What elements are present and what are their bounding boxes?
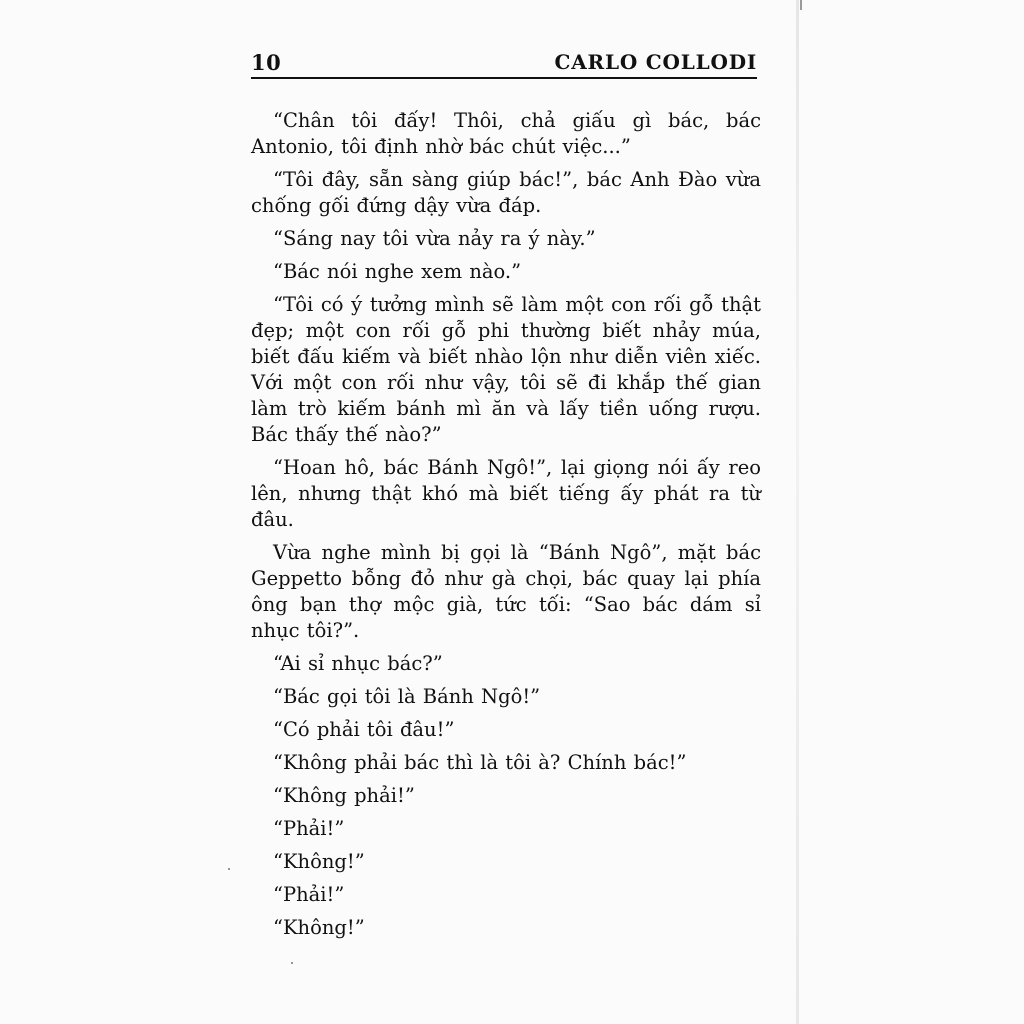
paragraph: “Không phải!” — [273, 784, 415, 807]
paragraph: “Bác gọi tôi là Bánh Ngô!” — [273, 685, 541, 708]
page-header — [251, 50, 757, 80]
paragraph: “Tôi đây, sẵn sàng giúp bác!”, bác Anh Đào vừa chống gối đứng dậy vừa đáp. — [251, 168, 761, 217]
running-head-author: CARLO COLLODI — [554, 50, 757, 74]
print-speck — [228, 868, 230, 870]
paragraph: “Ai sỉ nhục bác?” — [273, 652, 443, 675]
paragraph: “Không!” — [273, 916, 365, 939]
paragraph: “Không!” — [273, 850, 365, 873]
paragraph: “Chân tôi đấy! Thôi, chả giấu gì bác, bác Antonio, tôi định nhờ bác chút việc...” — [251, 109, 761, 158]
print-speck — [291, 962, 293, 964]
header-rule — [251, 77, 757, 79]
paragraph: “Không phải bác thì là tôi à? Chính bác!” — [273, 751, 687, 774]
paragraph: “Có phải tôi đâu!” — [273, 718, 455, 741]
paragraph: “Sáng nay tôi vừa nảy ra ý này.” — [273, 227, 596, 250]
page-corner-mark — [790, 0, 802, 10]
paragraph: “Phải!” — [273, 883, 345, 906]
paragraph: Vừa nghe mình bị gọi là “Bánh Ngô”, mặt bác Geppetto bỗng đỏ như gà chọi, bác quay lại phía ông bạn thợ mộc già, tức tối: “Sao bác dám sỉ nhục tôi?”. — [251, 541, 761, 642]
page-edge — [796, 0, 799, 1024]
paragraph: “Bác nói nghe xem nào.” — [273, 260, 522, 283]
body-text — [251, 108, 761, 948]
page-number: 10 — [251, 50, 282, 75]
paragraph: “Phải!” — [273, 817, 345, 840]
paragraph: “Tôi có ý tưởng mình sẽ làm một con rối gỗ thật đẹp; một con rối gỗ phi thường biết nhảy múa, biết đấu kiếm và biết nhào lộn như diễn viên xiếc. Với một con rối như vậy, tôi sẽ đi khắp thế gian làm trò kiếm bánh mì ăn và lấy tiền uống rượu. Bác thấy thế nào?” — [251, 293, 761, 446]
paragraph: “Hoan hô, bác Bánh Ngô!”, lại giọng nói ấy reo lên, nhưng thật khó mà biết tiếng ấy phát ra từ đâu. — [251, 456, 761, 531]
